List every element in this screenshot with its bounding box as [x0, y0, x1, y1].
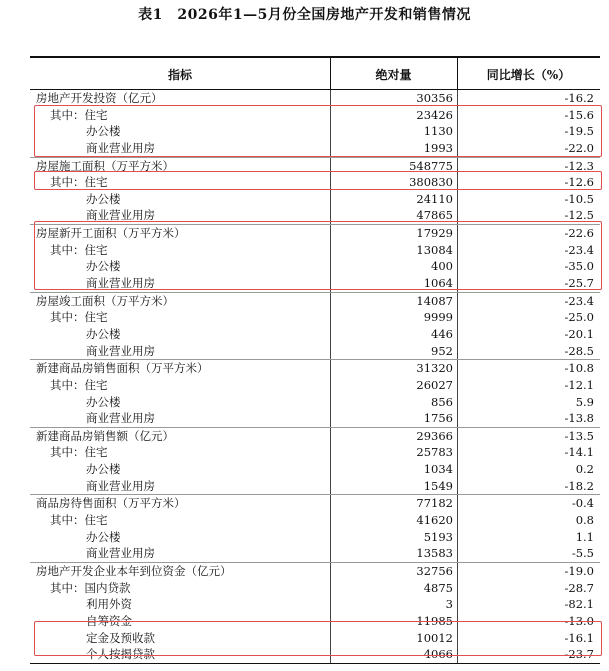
table-row: [30, 394, 600, 411]
row-absolute-value: 4066: [423, 647, 453, 662]
table-row: [30, 410, 600, 427]
row-label: 商业营业用房: [86, 343, 155, 358]
row-absolute-value: 13084: [416, 242, 453, 257]
header-yoy: 同比增长（%）: [486, 68, 571, 82]
row-absolute-value: 32756: [416, 563, 453, 578]
row-label: 办公楼: [86, 394, 121, 409]
row-yoy-value: -13.0: [564, 613, 594, 628]
row-label: 商业营业用房: [86, 546, 155, 561]
table-row: [30, 242, 600, 259]
row-label: 房地产开发投资（亿元）: [36, 91, 163, 105]
row-absolute-value: 856: [431, 394, 453, 409]
row-label: 其中：住宅: [50, 377, 108, 392]
row-absolute-value: 3: [445, 597, 453, 612]
row-yoy-value: -16.1: [564, 630, 594, 645]
table-row: [30, 613, 600, 630]
row-absolute-value: 1993: [423, 140, 453, 155]
row-absolute-value: 400: [431, 259, 453, 274]
row-absolute-value: 1064: [423, 276, 453, 291]
row-absolute-value: 1549: [423, 478, 453, 493]
row-yoy-value: -13.8: [564, 411, 594, 426]
table-row: [30, 494, 600, 512]
row-absolute-value: 25783: [416, 445, 453, 460]
table-row: [30, 444, 600, 461]
row-label: 其中：住宅: [50, 445, 108, 460]
table-row: [30, 545, 600, 562]
row-yoy-value: -19.0: [564, 563, 594, 578]
table-row: [30, 224, 600, 242]
table-row: [30, 140, 600, 157]
row-yoy-value: 0.2: [575, 462, 594, 477]
row-label: 办公楼: [86, 124, 121, 139]
row-absolute-value: 10012: [416, 630, 453, 645]
table-row: [30, 512, 600, 529]
row-yoy-value: -14.1: [564, 445, 594, 460]
row-label: 办公楼: [86, 191, 121, 206]
row-label: 其中：住宅: [50, 242, 108, 257]
row-yoy-value: -12.3: [564, 158, 594, 173]
table-row: [30, 377, 600, 394]
row-label: 办公楼: [86, 529, 121, 544]
row-label: 办公楼: [86, 259, 121, 274]
row-absolute-value: 380830: [409, 175, 453, 190]
row-absolute-value: 4875: [423, 580, 453, 595]
row-absolute-value: 1034: [423, 462, 453, 477]
table-row: [30, 427, 600, 445]
table-row: [30, 309, 600, 326]
row-absolute-value: 446: [431, 326, 453, 341]
row-label: 商业营业用房: [86, 208, 155, 223]
row-yoy-value: -25.7: [564, 276, 594, 291]
table-row: [30, 580, 600, 597]
table-row: [30, 646, 600, 663]
table-row: [30, 275, 600, 292]
table-row: [30, 529, 600, 546]
table-body: [30, 90, 600, 664]
row-absolute-value: 952: [431, 343, 453, 358]
table-row: [30, 326, 600, 343]
row-label: 其中：住宅: [50, 310, 108, 325]
row-label: 利用外资: [86, 597, 132, 612]
row-label: 其中：国内贷款: [50, 580, 131, 595]
table-row: [30, 596, 600, 613]
row-yoy-value: -28.7: [564, 580, 594, 595]
row-absolute-value: 1756: [423, 411, 453, 426]
row-yoy-value: -12.6: [564, 175, 594, 190]
row-label: 商业营业用房: [86, 478, 155, 493]
row-label: 商业营业用房: [86, 411, 155, 426]
row-label: 其中：住宅: [50, 513, 108, 528]
row-absolute-value: 17929: [416, 226, 453, 241]
row-label: 房地产开发企业本年到位资金（亿元）: [36, 563, 232, 578]
row-yoy-value: -10.8: [564, 361, 594, 376]
table-row: [30, 359, 600, 377]
table-row: [30, 157, 600, 175]
row-yoy-value: 1.1: [575, 529, 594, 544]
row-yoy-value: -22.0: [564, 140, 594, 155]
row-label: 新建商品房销售额（亿元）: [36, 428, 174, 443]
row-yoy-value: -19.5: [564, 124, 594, 139]
table-row: [30, 90, 600, 107]
row-yoy-value: -20.1: [564, 326, 594, 341]
row-yoy-value: -12.1: [564, 377, 594, 392]
row-yoy-value: -23.7: [564, 647, 594, 662]
row-absolute-value: 47865: [416, 208, 453, 223]
table-row: [30, 123, 600, 140]
table-header: [30, 56, 600, 90]
table-row: [30, 478, 600, 495]
row-yoy-value: -23.4: [564, 242, 594, 257]
row-yoy-value: -25.0: [564, 310, 594, 325]
header-absolute: 绝对量: [375, 68, 412, 82]
table-row: [30, 258, 600, 275]
row-absolute-value: 41620: [416, 513, 453, 528]
row-absolute-value: 26027: [416, 377, 453, 392]
row-absolute-value: 23426: [416, 107, 453, 122]
row-label: 房屋新开工面积（万平方米）: [36, 226, 186, 241]
row-yoy-value: -23.4: [564, 293, 594, 308]
data-table: [30, 56, 600, 664]
row-label: 商业营业用房: [86, 276, 155, 291]
row-label: 商品房待售面积（万平方米）: [36, 496, 186, 511]
table-row: [30, 207, 600, 224]
row-absolute-value: 9999: [423, 310, 453, 325]
row-yoy-value: -16.2: [564, 91, 594, 105]
row-absolute-value: 548775: [409, 158, 453, 173]
header-indicator: 指标: [167, 68, 192, 82]
row-label: 房屋竣工面积（万平方米）: [36, 293, 174, 308]
table-row: [30, 343, 600, 360]
row-yoy-value: -35.0: [564, 259, 594, 274]
table-row: [30, 107, 600, 124]
table-row: [30, 174, 600, 191]
row-absolute-value: 5193: [423, 529, 453, 544]
row-absolute-value: 24110: [416, 191, 453, 206]
row-yoy-value: -28.5: [564, 343, 594, 358]
row-yoy-value: 0.8: [575, 513, 594, 528]
row-yoy-value: -13.5: [564, 428, 594, 443]
row-absolute-value: 13583: [416, 546, 453, 561]
row-label: 房屋施工面积（万平方米）: [36, 158, 174, 173]
row-label: 定金及预收款: [86, 630, 155, 645]
row-yoy-value: -82.1: [564, 597, 594, 612]
row-absolute-value: 11985: [416, 613, 453, 628]
table-row: [30, 630, 600, 647]
row-yoy-value: -12.5: [564, 208, 594, 223]
row-label: 办公楼: [86, 462, 121, 477]
row-yoy-value: -22.6: [564, 226, 594, 241]
row-yoy-value: 5.9: [575, 394, 594, 409]
row-label: 新建商品房销售面积（万平方米）: [36, 361, 209, 376]
table-row: [30, 461, 600, 478]
row-absolute-value: 14087: [416, 293, 453, 308]
row-yoy-value: -18.2: [564, 478, 594, 493]
row-label: 个人按揭贷款: [86, 647, 155, 662]
row-label: 自筹资金: [86, 613, 132, 628]
row-absolute-value: 77182: [416, 496, 453, 511]
row-absolute-value: 1130: [423, 124, 453, 139]
row-yoy-value: -10.5: [564, 191, 594, 206]
row-absolute-value: 29366: [416, 428, 453, 443]
row-label: 其中：住宅: [50, 175, 108, 190]
row-yoy-value: -0.4: [571, 496, 594, 511]
table-title: 表1 2026年1—5月份全国房地产开发和销售情况: [138, 7, 471, 23]
table-row: [30, 562, 600, 580]
row-label: 商业营业用房: [86, 140, 155, 155]
row-label: 其中：住宅: [50, 107, 108, 122]
row-label: 办公楼: [86, 326, 121, 341]
row-yoy-value: -5.5: [571, 546, 594, 561]
table-row: [30, 292, 600, 310]
table-row: [30, 191, 600, 208]
row-yoy-value: -15.6: [564, 107, 594, 122]
row-absolute-value: 30356: [416, 91, 453, 105]
row-absolute-value: 31320: [416, 361, 453, 376]
